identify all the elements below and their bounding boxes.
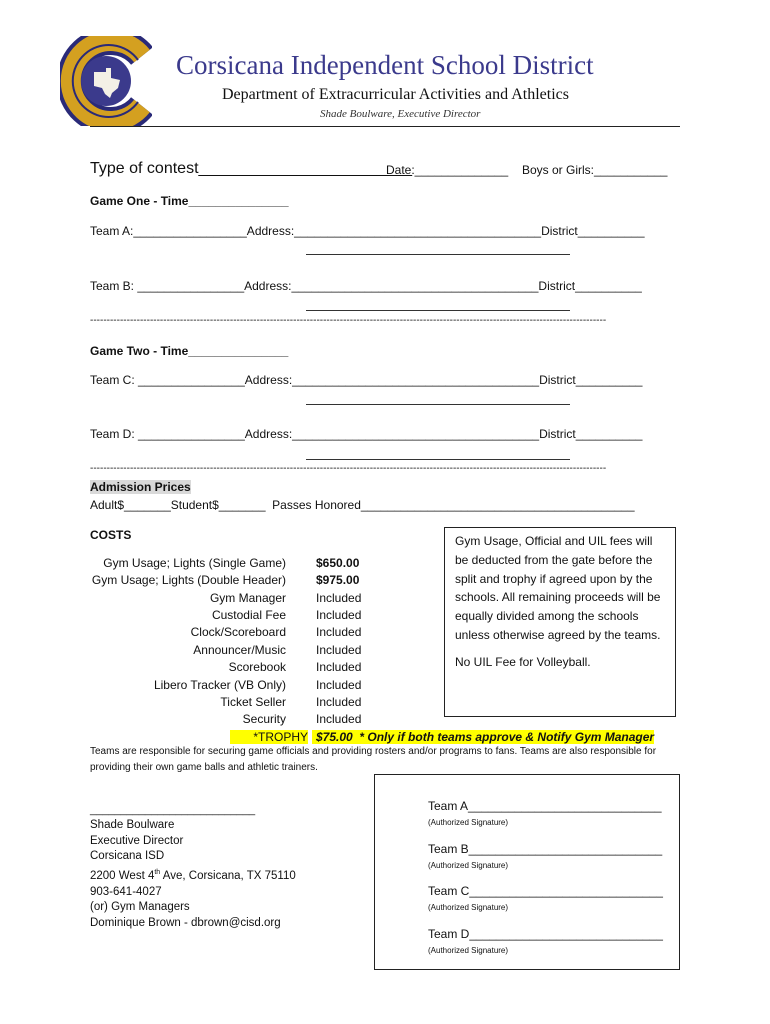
director-signature-line[interactable]: ___________________________: [90, 804, 256, 816]
cost-item-value: Included: [316, 643, 362, 657]
admission-heading: Admission Prices: [90, 480, 191, 494]
cost-item-value: Included: [316, 608, 362, 622]
cost-item-label: Gym Manager: [209, 591, 286, 605]
team-signature-line[interactable]: Team A_____________________________: [428, 799, 662, 813]
contact-alt: (or) Gym Managers: [90, 901, 190, 914]
district-logo: [60, 36, 152, 126]
contact-name: Shade Boulware: [90, 819, 175, 831]
date-field[interactable]: Date:______________: [386, 163, 509, 177]
director-line: Shade Boulware, Executive Director: [320, 108, 481, 120]
cost-item-value: Included: [316, 712, 362, 726]
volleyball-note: No UIL Fee for Volleyball.: [455, 654, 591, 669]
team-signature-line[interactable]: Team B_____________________________: [428, 842, 663, 856]
cost-item-label: Gym Usage; Lights (Double Header): [91, 573, 286, 587]
authorized-signature-note: (Authorized Signature): [428, 903, 509, 912]
game-one-time-field[interactable]: Game One - Time_______________: [90, 194, 289, 208]
cost-item-label: Ticket Seller: [220, 695, 286, 709]
team-c-row[interactable]: Team C: ________________Address:_____________________________________District__________: [90, 373, 643, 387]
team-b-row[interactable]: Team B: ________________Address:_____________________________________District__________: [90, 279, 642, 293]
cost-item-label: Clock/Scoreboard: [190, 625, 286, 639]
department-name: Department of Extracurricular Activities and Athletics: [222, 86, 569, 103]
trophy-value: $75.00 * Only if both teams approve & Notify Gym Manager: [312, 730, 654, 744]
fee-note-text: Gym Usage, Official and UIL fees will be deducted from the gate before the split and trophy if agreed upon by the schools. All remaining proceeds will be equally divided among the schools unless otherwise agreed by the teams.: [455, 534, 661, 642]
costs-heading: COSTS: [90, 528, 132, 542]
team-c-address-line2[interactable]: [306, 404, 570, 405]
responsibility-note: Teams are responsible for securing game officials and providing rosters and/or programs to fans. Teams are also responsible for providing their own game balls and athletic trainers.: [90, 746, 657, 773]
cost-item-label: Gym Usage; Lights (Single Game): [103, 556, 286, 570]
cost-item-label: Scorebook: [228, 660, 286, 674]
cost-item-value: Included: [316, 660, 362, 674]
authorized-signature-note: (Authorized Signature): [428, 946, 509, 955]
admission-prices-row[interactable]: Adult$_______Student$_______ Passes Honored_________________________________________: [90, 498, 635, 512]
team-d-row[interactable]: Team D: ________________Address:_____________________________________District__________: [90, 427, 643, 441]
district-title: Corsicana Independent School District: [176, 50, 594, 80]
contact-phone: 903-641-4027: [90, 885, 162, 898]
team-a-row[interactable]: Team A:_________________Address:_____________________________________District__________: [90, 224, 645, 238]
team-b-address-line2[interactable]: [306, 310, 570, 311]
cost-item-value: Included: [316, 625, 362, 639]
contact-block: [90, 818, 296, 932]
contact-org: Corsicana ISD: [90, 850, 165, 863]
authorized-signature-note: (Authorized Signature): [428, 818, 509, 827]
boys-or-girls-field[interactable]: Boys or Girls:___________: [522, 163, 668, 177]
team-a-address-line2[interactable]: [306, 254, 570, 255]
authorized-signature-note: (Authorized Signature): [428, 861, 509, 870]
separator: -----------------------------------------------------------------------------------------------------------------------------------------------------------: [90, 315, 607, 326]
cost-item-label: Announcer/Music: [193, 643, 286, 657]
cost-item-label: Security: [242, 712, 286, 726]
cost-item-value: Included: [316, 678, 362, 692]
trophy-label: *TROPHY: [230, 730, 308, 744]
team-d-address-line2[interactable]: [306, 459, 570, 460]
cost-item-label: Custodial Fee: [211, 608, 286, 622]
cost-item-value: $650.00: [316, 556, 360, 570]
cost-item-value: Included: [316, 695, 362, 709]
team-signature-line[interactable]: Team D_____________________________: [428, 927, 663, 941]
game-two-time-field[interactable]: Game Two - Time_______________: [90, 344, 289, 358]
cost-item-label: Libero Tracker (VB Only): [153, 678, 286, 692]
header-rule: [90, 126, 680, 127]
contact-address: 2200 West 4th Ave, Corsicana, TX 75110: [90, 869, 296, 882]
contact-email: Dominique Brown - dbrown@cisd.org: [90, 917, 281, 930]
cost-item-value: $975.00: [316, 573, 360, 587]
fee-note-box: [444, 527, 676, 717]
cost-item-value: Included: [316, 591, 362, 605]
separator-2: -----------------------------------------------------------------------------------------------------------------------------------------------------------: [90, 463, 607, 474]
contact-title: Executive Director: [90, 834, 184, 847]
type-of-contest-field[interactable]: Type of contest________________________: [90, 160, 413, 177]
team-signature-line[interactable]: Team C_____________________________: [428, 884, 663, 898]
